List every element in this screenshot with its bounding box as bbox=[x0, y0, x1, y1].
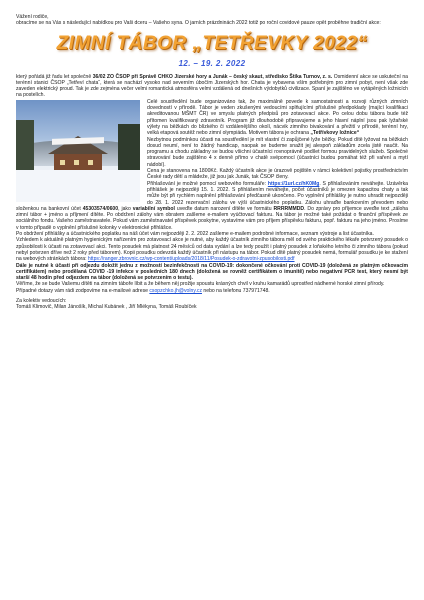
greeting: Vážení rodiče, bbox=[16, 14, 49, 20]
covid-paragraph: Dále je nutné k účasti při odjezdu doložit jednu z možností bezinfekčnosti na COVID-19: dokončené očkování proti COVID-19 (doložená ze platným očkovacím certifikátem) nebo prodělaná COVID -19 infekce v posledních 180 dnech (doložená se rovněž certifikátem o imunitě) nebo negativní PCR test, který nesmí být starší 48 hodin před odjezdem na tábor (doložená se potvrzením o testu). bbox=[16, 262, 408, 282]
closing-paragraph: Věříme, že se bude Vašemu dítěti na zimním táboře líbit a že během něj prožije spoustu krásných chvil v kruhu kamarádů uprostřed nádherné horské zimní přírody. bbox=[16, 281, 385, 288]
registration-date-text: uveďte datum narození dítěte ve formátu bbox=[174, 205, 274, 212]
organizer-lead: který pořádá již řadu let společně bbox=[16, 73, 93, 80]
program-text: Celé soustředění bude organizováno tak, že maximálně povede k samostatnosti a rozvoji různých zimních dovedností v přírodě. Tábor je veden zkušenými vedoucími splňujícími příslušné předpoklady (mající kvalifikaci akreditovanou MŠMT ČR) ve smyslu platných předpisů pro zotavovací akce. Po celou dobu tábora bude též přítomen kvalifikovaný zdravotník. Program již dlouhodobě připravujeme a jeho hlavní náplní jsou pak lyžařské výlety na běžkách do blízkého či vzdálenějšího okolí, nácvik zimního bivakování a přežití v přírodě, terénní hry, velká etapová soutěž nebo zimní olympiáda. Motivem tábora je ochrana bbox=[147, 98, 408, 137]
registration-details: . Do zprávy pro příjemce uveďte text „záloha zimní tábor + jméno a příjmení dítěte. Po obdržení zálohy vám obratem zašleme e-mailem vyúčtovací fakturu. Na tábor je možné také požádat o finanční příspěvek ze sociálního fondu. Vašeho zaměstnavatele. Pokud vám zaměstnavatel příspěvek poskytne, vystavíme vám pro příjem příspěvku fakturu, popř. fakturu na jeho jméno. Prosíme v tomto případě o vyplnění příslušné kolonky v elektronické přihlášce. bbox=[16, 205, 408, 231]
event-title: ZIMNÍ TÁBOR „TETŘEVKY 2022“ bbox=[56, 32, 368, 54]
health-text: Vzhledem k aktuálně platným hygienickým nařízením pro zotavovací akce je nutné, aby každý účastník zimního tábora měl od svého praktického lékaře potvrzený posudek o způsobilosti k účasti na zotavovací akci. Tento posudek má platnost 24 měsíců od data vydání a lze tedy použít i platný posudek z loňského letního či zimního tábora (pokud nebyl potvrzen dříve než 2 roky před táborem). Kopii posudku odevzdá každý účastník při nástupu na tábor. Pokud dítě platný posudek nemá, formulář posudku je ke stažení na webových stránkách tábora: bbox=[16, 237, 408, 263]
registration-link[interactable]: https://1url.cz/hK0Mg bbox=[267, 180, 320, 187]
organizer-paragraph bbox=[16, 74, 408, 99]
health-form-link[interactable]: https://ranger.zbrovnic.cz/wp-content/uploads/2018/11/Posudek-o-zdravotni-zpusobilosti.pdf bbox=[87, 256, 295, 263]
health-paragraph bbox=[16, 237, 408, 262]
variable-symbol: variabilní symbol bbox=[132, 205, 175, 212]
bank-account: 45303574/0600 bbox=[82, 205, 119, 212]
organizer-names: 36/02 ZO ČSOP při Správě CHKO Jizerské hory a Junák – český skaut, středisko Štika Turnov, z. s. bbox=[92, 73, 333, 80]
info-paragraph: Po obdržení přihlášky a účastnického poplatku na náš účet vám nejpozději 2. 2. 2022 zašleme e-mailem podrobné informace, seznam výstroje a list účastníka. bbox=[16, 231, 374, 238]
signature-lead: Za kolektiv vedoucích: bbox=[16, 297, 67, 304]
location-description: Osmidenní akce se uskuteční na terénní stanici ČSOP „Tetřeví chata“, která se nachází vysoko nad severním úbočím Jizerských hor. Chata je vybavena vším potřebným pro zimní pobyt, není však zde zaveden elektrický proud. Tak je zde zejména večer velmi romantická atmosféra velmi vzdálená od dnešních výdobytků civilizace. Spaní je zajištěno ve vytápěných ložnicích na postelích. bbox=[16, 73, 409, 99]
contact-lead: Případné dotazy vám rádi zodpovíme na e-mailové adrese bbox=[16, 287, 150, 294]
camp-motif: „Tetřívkovy ložnice“ bbox=[310, 130, 360, 137]
intro-paragraph: obracíme se na Vás s následující nabídkou pro Vaši dceru – Vašeho syna. O jarních prázdninách 2022 totiž po roční covidové pauze opět proběhne tradiční akce: bbox=[16, 20, 381, 27]
cabin-photo bbox=[16, 100, 140, 202]
signature-names: Tomáš Klimovič, Milan Jánošík, Michal Kubánek , Jiří Mlékyna, Tomáš Roubíček bbox=[16, 304, 197, 311]
registration-sep: , jako bbox=[118, 205, 133, 212]
skis-paragraph: Nezbytnou podmínkou účasti na soustředění je mít vlastní či zapůjčené lyže běžky. Pokud dítě lyžovat na běžkách dosud neumí, není to žádný handicap, naopak se budeme snažit jej alespoň základům zcela jistě naučit. Na programu a chodu základny se budou všichni účastníci rovnoprávně podílet formou pravidelných služeb. Společné stravování bude zajištěno 4 x denně přímo v chatě svépomocí (účastníci budou pomáhat též při vaření a mytí nádobí). bbox=[147, 136, 408, 168]
registration-text: . S přihlašováním neváhejte. Uzávěrka přihlášek je nejpozději 15. 1. 2022. S přihlášením neváhejte, počet účastníků je omezen kapacitou chaty a tak může být při rychlém naplnění přihlašování předčasně ukončeno. Po vyplnění přihlášky je nutno uhradit nejpozději do 28. 1. 2022 rezervační zálohu ve výši účastnického poplatku. Zálohu uhraďte bankovním převodem nebo složenkou na bankovní účet bbox=[16, 180, 409, 212]
price-paragraph: Cena je stanovena na 1800Kč. Každý účastník akce je úrazově pojištěn v rámci kolektivní pojistky prostřednictvím České rady dětí a mládeže, již jsou jak Junák, tak ČSOP členy. bbox=[147, 168, 408, 181]
date-format: RRRRMMDD bbox=[273, 205, 305, 212]
contact-phone: nebo na telefonu 737971748. bbox=[202, 287, 270, 294]
event-dates: 12. – 19. 2. 2022 bbox=[178, 58, 246, 68]
registration-lead: Přihlašování je možné pomocí webového formuláře: bbox=[147, 180, 268, 187]
contact-email-link[interactable]: csopzchko.jh@volny.cz bbox=[149, 287, 202, 294]
